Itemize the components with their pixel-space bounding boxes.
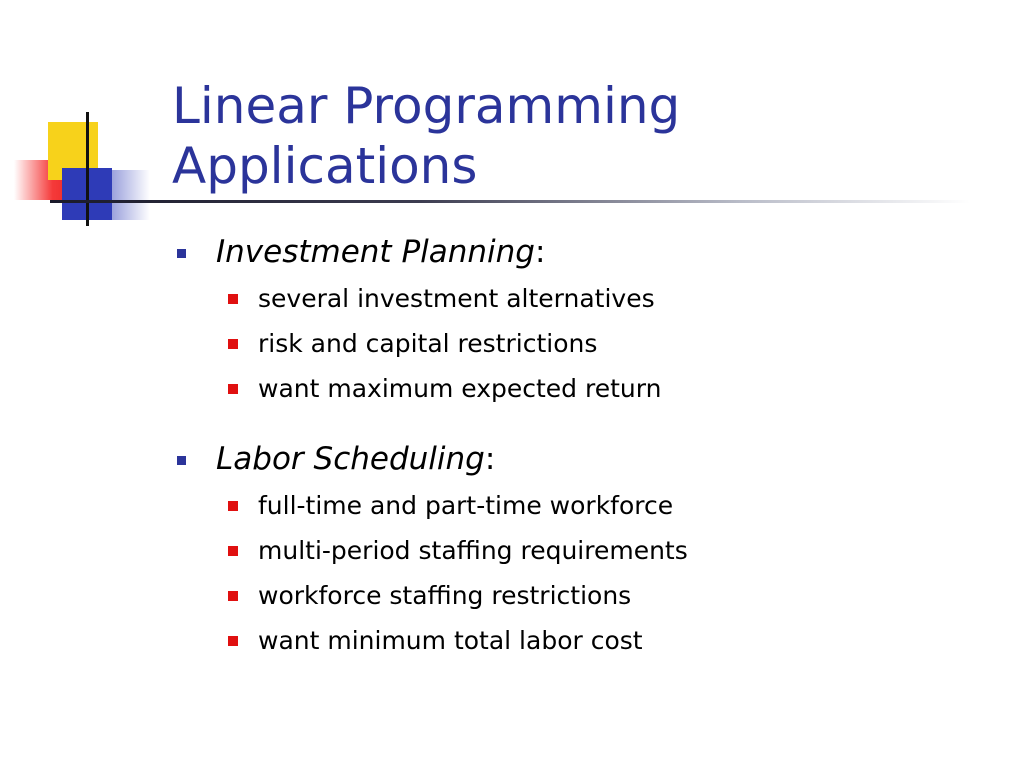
title-line-1: Linear Programming [172,77,681,135]
section-heading-colon: : [484,441,496,477]
list-item [174,573,994,618]
list-item [174,321,994,366]
list-item-text: several investment alternatives [258,284,655,313]
square-bullet-icon [228,384,238,394]
list-item [174,528,994,573]
section-labor-scheduling [174,435,994,663]
list-item [174,366,994,411]
section-heading [174,228,994,276]
list-item-text: multi-period staffing requirements [258,536,688,565]
square-bullet-icon [177,249,186,258]
square-bullet-icon [177,456,186,465]
square-bullet-icon [228,546,238,556]
list-item-text: full-time and part-time workforce [258,491,674,520]
section-heading-term: Labor Scheduling [216,441,485,477]
list-item-text: want minimum total labor cost [258,626,643,655]
list-item [174,483,994,528]
section-investment-planning [174,228,994,411]
section-heading-term: Investment Planning [216,234,535,270]
slide-title [172,76,680,196]
logo-vertical-line [86,112,89,226]
square-bullet-icon [228,501,238,511]
list-item-text: risk and capital restrictions [258,329,598,358]
square-bullet-icon [228,294,238,304]
list-item [174,276,994,321]
list-item [174,618,994,663]
title-underline [50,200,970,203]
slide-body [174,228,994,687]
list-item-text: workforce staffing restrictions [258,581,632,610]
section-heading [174,435,994,483]
logo-blue-fade [110,170,150,220]
list-item-text: want maximum expected return [258,374,662,403]
sub-list [174,276,994,411]
square-bullet-icon [228,591,238,601]
title-line-2: Applications [172,137,478,195]
square-bullet-icon [228,339,238,349]
section-heading-colon: : [534,234,546,270]
sub-list [174,483,994,663]
square-bullet-icon [228,636,238,646]
